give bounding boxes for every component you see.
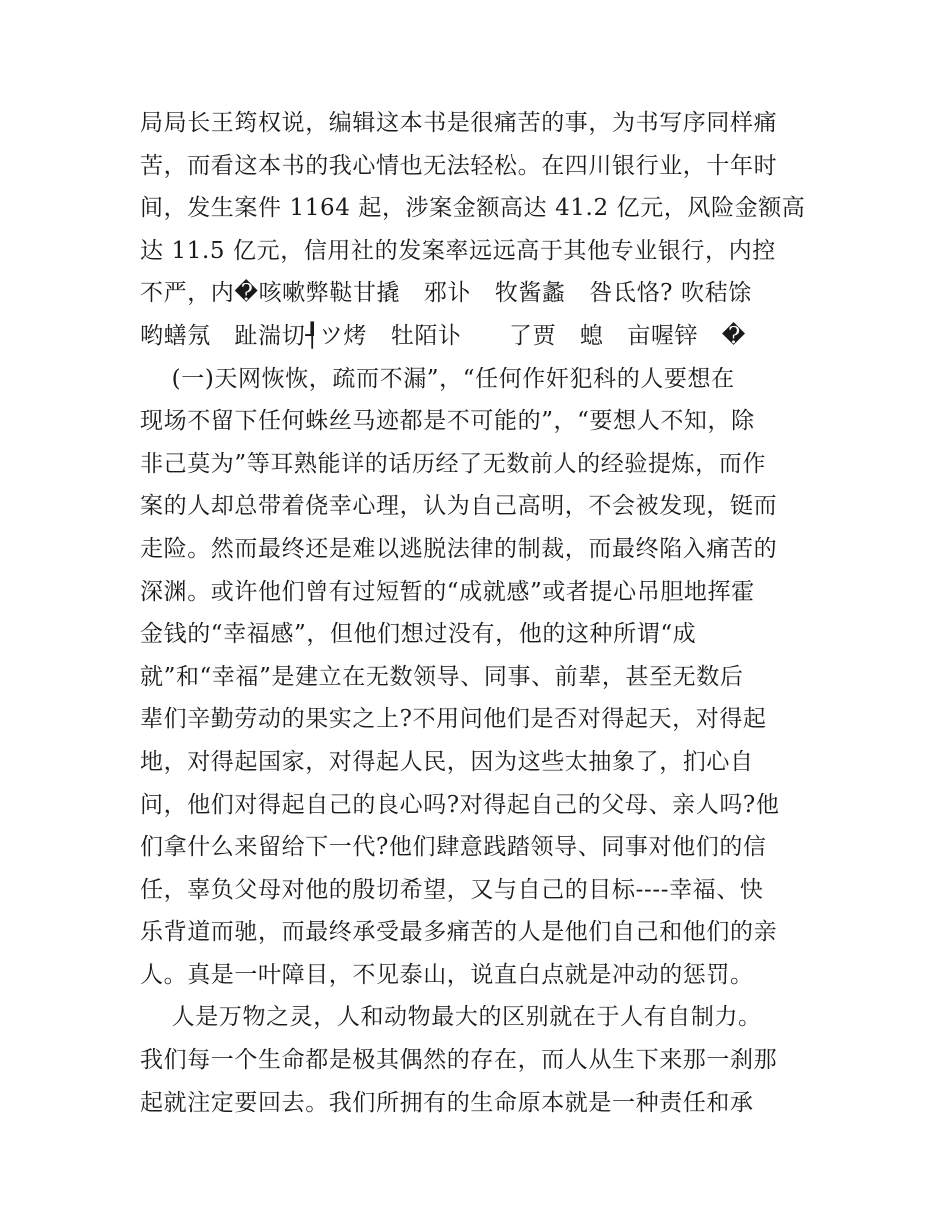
text-line: 案的人却总带着侥幸心理，认为自己高明，不会被发现，铤而 <box>140 493 778 520</box>
text-line: 任，辜负父母对他的殷切希望，又与自己的目标----幸福、快 <box>140 876 764 903</box>
text-line: 起就注定要回去。我们所拥有的生命原本就是一种责任和承 <box>140 1089 754 1116</box>
text-line: 走险。然而最终还是难以逃脱法律的制裁，而最终陷入痛苦的 <box>140 535 778 562</box>
text-line: 不严，内�咳嗽弊鞑甘撬 邪讣 牧酱蠡 咎氐恪? 吹秸馀 <box>140 280 752 307</box>
text-line: 辈们辛勤劳动的果实之上?不用问他们是否对得起天，对得起 <box>140 706 767 733</box>
body-text <box>140 102 820 1124</box>
text-line: (一)天网恢恢，疏而不漏”，“任何作奸犯科的人要想在 <box>140 365 735 392</box>
text-line: 金钱的“幸福感”，但他们想过没有，他的这种所谓“成 <box>140 621 697 648</box>
text-line: 非己莫为”等耳熟能详的话历经了无数前人的经验提炼，而作 <box>140 450 766 477</box>
text-line: 深渊。或许他们曾有过短暂的“成就感”或者提心吊胆地挥霍 <box>140 578 755 605</box>
text-line: 苦，而看这本书的我心情也无法轻松。在四川银行业，十年时 <box>140 152 778 179</box>
text-line: 就”和“幸福”是建立在无数领导、同事、前辈，甚至无数后 <box>140 663 744 690</box>
text-line: 达 11.5 亿元，信用社的发案率远远高于其他专业银行，内控 <box>140 237 776 264</box>
text-line: 地，对得起国家，对得起人民，因为这些太抽象了，扪心自 <box>140 748 754 775</box>
text-line: 问，他们对得起自己的良心吗?对得起自己的父母、亲人吗?他 <box>140 791 780 818</box>
text-line: 乐背道而驰，而最终承受最多痛苦的人是他们自己和他们的亲 <box>140 919 778 946</box>
text-line: 人是万物之灵，人和动物最大的区别就在于人有自制力。 <box>140 1004 762 1031</box>
text-line: 现场不留下任何蛛丝马迹都是不可能的”，“要想人不知，除 <box>140 408 755 435</box>
text-line: 我们每一个生命都是极其偶然的存在，而人从生下来那一刹那 <box>140 1047 778 1074</box>
text-line: 间，发生案件 1164 起，涉案金额高达 41.2 亿元，风险金额高 <box>140 195 806 222</box>
text-line: 哟蟮氖 趾湍切┦ツ烤 牡陌讣 了贾 螅 亩喔锌 � <box>140 322 746 349</box>
text-line: 局局长王筠权说，编辑这本书是很痛苦的事，为书写序同样痛 <box>140 110 778 136</box>
text-line: 人。真是一叶障目，不见泰山，说直白点就是冲动的惩罚。 <box>140 961 754 988</box>
text-line: 们拿什么来留给下一代?他们肆意践踏领导、同事对他们的信 <box>140 834 767 861</box>
